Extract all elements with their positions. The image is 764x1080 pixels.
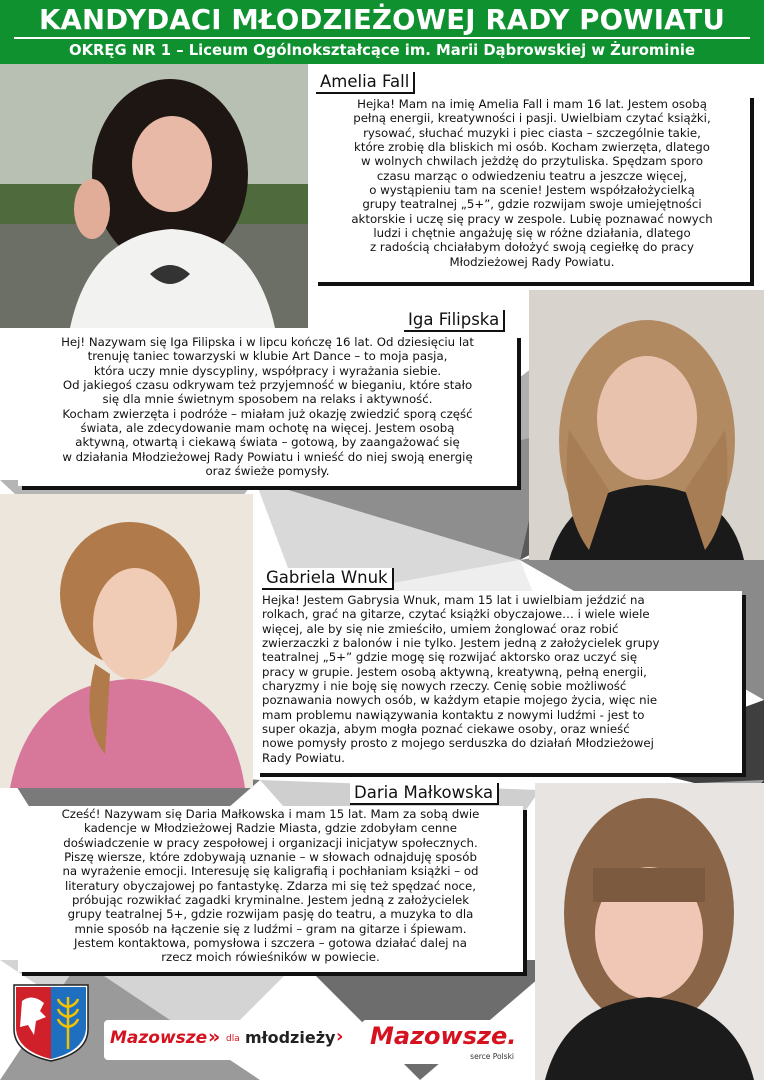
candidate-bio-text: Hejka! Mam na imię Amelia Fall i mam 16 lat. Jestem osobą pełną energii, kreatywności i pasji. Uwielbiam czytać książki, rysować, słuchać muzyki i piec ciasta – szczególnie takie, które zrobię dla bliskich mi osób. Kocham zwierzęta, dlatego w wolnych chwilach jeżdżę do przytuliska. Spędzam sporo czasu marząc o odwiedzeniu teatru a jeszcze więcej, o wystąpieniu tam na scenie! Jestem współzałożycielką grupy teatralnej „5+”, gdzie rozwijam swoje umiejętności aktorskie i uczę się pracy w zespole. Lubię poznawać nowych ludzi i chętnie angażuję się w różne działania, dlatego z radością chciałabym dołożyć swoją cegiełkę do pracy Młodzieżowej Rady Powiatu. (351, 97, 713, 269)
page-subtitle: OKRĘG NR 1 – Liceum Ogólnokształcące im. Marii Dąbrowskiej w Żurominie (68, 42, 696, 59)
candidate-bio-daria (18, 806, 523, 972)
candidate-bio-gabriela (256, 591, 742, 773)
chevron-right-icon: › (336, 1026, 344, 1047)
candidate-name-gabriela: Gabriela Wnuk (262, 568, 394, 590)
chevrons-icon: » (208, 1026, 221, 1048)
mazowsze-serce-polski-logo (362, 1020, 522, 1064)
candidate-name-amelia: Amelia Fall (316, 72, 415, 94)
page-title: KANDYDACI MŁODZIEŻOWEJ RADY POWIATU (38, 4, 725, 36)
county-coat-of-arms (12, 983, 90, 1063)
candidate-bio-text: Cześć! Nazywam się Daria Małkowska i mam 15 lat. Mam za sobą dwie kadencje w Młodzieżowej Radzie Miasta, gdzie zdobyłam cenne doświadczenie w pracy zespołowej i organizacji inicjatyw społecznych. Piszę wiersze, które zdobywają uznanie – w słowach odnajduję sposób na wyrażenie emocji. Interesuję się kaligrafią i pochłaniam książki – od literatury obyczajowej po fantastykę. Zdarza mi się też spędzać noce, próbując rozwikłać zagadki kryminalne. Jestem jedną z założycielek grupy teatralnej 5+, gdzie rozwijam pasję do teatru, a muzyka to dla mnie sposób na łączenie się z ludźmi – gram na gitarze i śpiewam. Jestem kontaktowa, pomysłowa i szczera – gotowa działać dalej na rzecz moich rówieśników w powiecie. (61, 807, 480, 965)
candidate-name-daria: Daria Małkowska (350, 783, 499, 805)
serce-polski-tagline: serce Polski (470, 1052, 514, 1061)
candidate-bio-text: Hejka! Jestem Gabrysia Wnuk, mam 15 lat i uwielbiam jeździć na rolkach, grać na gitarze, czytać książki obyczajowe… i wiele wiele więcej, ale by się nie zmieściło, umiem żonglować oraz robić zwierzaczki z balonów i nie tylko. Jestem jedną z założycielek grupy teatralnej „5+” gdzie mogę się rozwijać aktorsko oraz uczyć się pracy w grupie. Jestem osobą aktywną, kreatywną, pełną energii, charyzmy i nie boję się nowych rzeczy. Cenię sobie możliwość poznawania nowych osób, w każdym etapie mojego życia, więc nie mam problemu nawiązywania kontaktu z nowymi ludźmi - jest to super okazja, abym mogła poznać ciekawe osoby, oraz wnieść nowe pomysły prosto z mojego serduszka do działań Młodzieżowej Rady Powiatu. (262, 593, 660, 765)
header-banner (0, 0, 764, 64)
candidate-bio-iga (18, 334, 517, 486)
mazowsze-brand-text: Mazowsze. (370, 1022, 517, 1050)
header-divider (14, 37, 750, 39)
candidate-name-iga: Iga Filipska (404, 310, 505, 332)
candidate-photo-iga (529, 290, 764, 560)
mlodziezy-text: młodzieży (245, 1028, 336, 1047)
candidate-photo-gabriela (0, 494, 253, 788)
mazowsze-brand-text: Mazowsze (110, 1028, 208, 1048)
dla-text: dla (226, 1034, 240, 1044)
candidate-bio-text: Hej! Nazywam się Iga Filipska i w lipcu kończę 16 lat. Od dziesięciu lat trenuję taniec towarzyski w klubie Art Dance – to moja pasja, która uczy mnie dyscypliny, współpracy i wyrażania siebie. Od jakiegoś czasu odkrywam też przyjemność w bieganiu, które stało się dla mnie świetnym sposobem na relaks i aktywność. Kocham zwierzęta i podróże – miałam już okazję zwiedzić sporą część świata, ale zdecydowanie mam ochotę na więcej. Jestem osobą aktywną, otwartą i ciekawą świata – gotową, by zaangażować się w działania Młodzieżowej Rady Powiatu i wnieść do niej swoją energię oraz świeże pomysły. (61, 335, 474, 479)
candidate-bio-amelia (314, 94, 750, 282)
candidate-photo-daria (535, 783, 764, 1080)
mazowsze-dla-mlodziezy-logo (104, 1020, 354, 1060)
candidate-photo-amelia (0, 64, 308, 328)
